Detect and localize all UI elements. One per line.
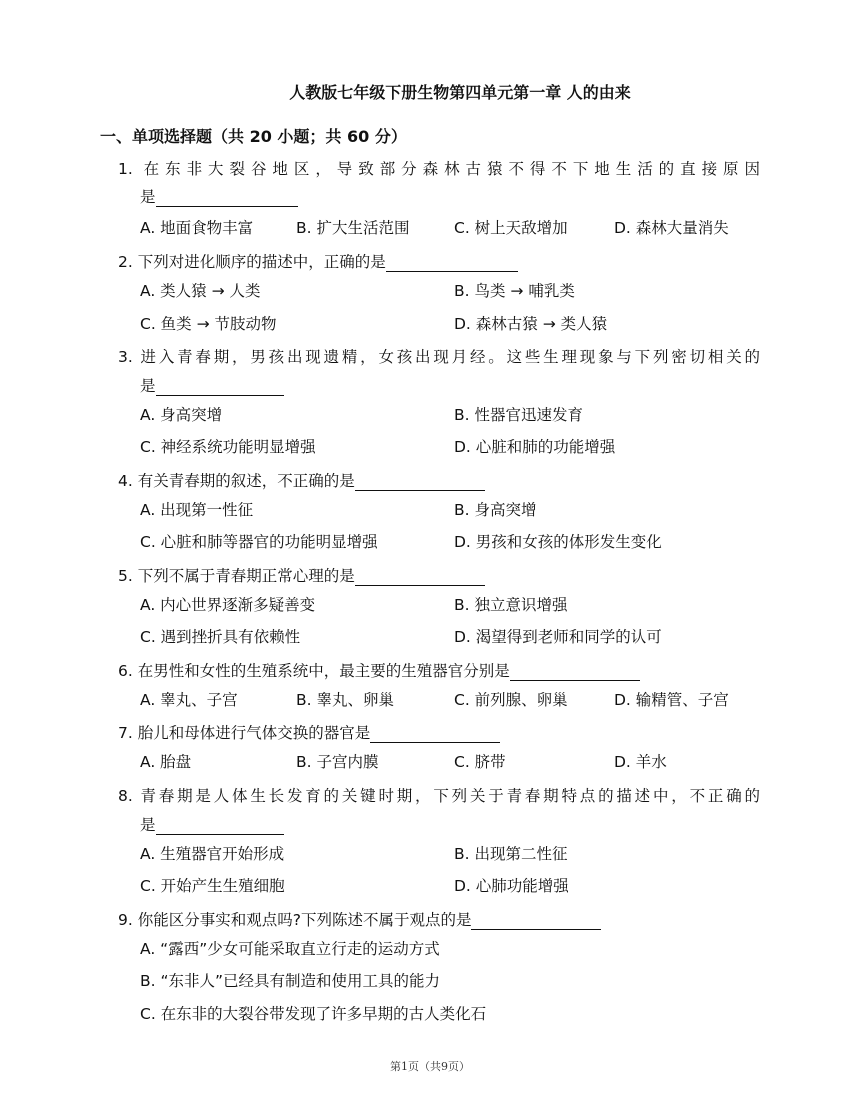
option-d: D. 男孩和女孩的体形发生变化	[454, 533, 662, 551]
option-d: D. 森林大量消失	[614, 219, 729, 237]
question-3-text: 3. 进入青春期，男孩出现遗精，女孩出现月经。这些生理现象与下列密切相关的	[118, 348, 760, 366]
question-1-continuation	[140, 185, 298, 207]
option-a: A. 内心世界逐渐多疑善变	[140, 596, 316, 614]
option-b: B. 扩大生活范围	[296, 219, 410, 237]
question-2-stem: 2. 下列对进化顺序的描述中，正确的是	[118, 253, 386, 271]
option-d: D. 输精管、子宫	[614, 691, 729, 709]
option-a: A. “露西”少女可能采取直立行走的运动方式	[140, 940, 440, 958]
question-5-stem: 5. 下列不属于青春期正常心理的是	[118, 567, 355, 585]
question-6-text	[118, 659, 640, 681]
option-c: C. 心脏和肺等器官的功能明显增强	[140, 533, 378, 551]
answer-blank	[355, 473, 485, 491]
document-title: 人教版七年级下册生物第四单元第一章 人的由来	[289, 83, 631, 102]
question-8-text: 8. 青春期是人体生长发育的关键时期，下列关于青春期特点的描述中，不正确的	[118, 787, 760, 805]
option-a: A. 身高突增	[140, 406, 223, 424]
page-footer: 第1页（共9页）	[390, 1060, 470, 1073]
answer-blank	[370, 725, 500, 743]
question-3-continuation	[140, 374, 284, 396]
option-c: C. 神经系统功能明显增强	[140, 438, 316, 456]
option-a: A. 类人猿 → 人类	[140, 282, 261, 300]
question-4-stem: 4. 有关青春期的叙述，不正确的是	[118, 472, 355, 490]
option-a: A. 地面食物丰富	[140, 219, 254, 237]
option-c: C. 遇到挫折具有依赖性	[140, 628, 301, 646]
option-a: A. 胎盘	[140, 753, 192, 771]
question-6-stem: 6. 在男性和女性的生殖系统中，最主要的生殖器官分别是	[118, 662, 510, 680]
option-d: D. 羊水	[614, 753, 667, 771]
option-c: C. 前列腺、卵巢	[454, 691, 568, 709]
answer-blank	[156, 817, 284, 835]
option-b: B. 独立意识增强	[454, 596, 568, 614]
section-heading: 一、单项选择题（共 20 小题；共 60 分）	[100, 127, 407, 146]
option-c: C. 开始产生生殖细胞	[140, 877, 285, 895]
option-c: C. 鱼类 → 节肢动物	[140, 315, 277, 333]
option-b: B. 鸟类 → 哺乳类	[454, 282, 575, 300]
option-d: D. 心肺功能增强	[454, 877, 569, 895]
option-d: D. 心脏和肺的功能增强	[454, 438, 616, 456]
question-8-text-end: 是	[140, 816, 156, 834]
option-b: B. 性器官迅速发育	[454, 406, 583, 424]
option-b: B. 睾丸、卵巢	[296, 691, 394, 709]
option-d: D. 森林古猿 → 类人猿	[454, 315, 608, 333]
question-9-text	[118, 908, 601, 930]
answer-blank	[156, 378, 284, 396]
option-b: B. 身高突增	[454, 501, 537, 519]
question-3-text-end: 是	[140, 377, 156, 395]
option-c: C. 脐带	[454, 753, 506, 771]
option-c: C. 在东非的大裂谷带发现了许多早期的古人类化石	[140, 1005, 487, 1023]
option-a: A. 出现第一性征	[140, 501, 254, 519]
option-c: C. 树上天敌增加	[454, 219, 568, 237]
question-7-text	[118, 721, 500, 743]
question-7-stem: 7. 胎儿和母体进行气体交换的器官是	[118, 724, 371, 742]
option-a: A. 睾丸、子宫	[140, 691, 238, 709]
option-b: B. “东非人”已经具有制造和使用工具的能力	[140, 972, 441, 990]
question-9-stem: 9. 你能区分事实和观点吗?下列陈述不属于观点的是	[118, 911, 472, 929]
option-a: A. 生殖器官开始形成	[140, 845, 285, 863]
question-2-text	[118, 250, 518, 272]
answer-blank	[156, 189, 298, 207]
option-b: B. 出现第二性征	[454, 845, 568, 863]
answer-blank	[471, 912, 601, 930]
answer-blank	[510, 663, 640, 681]
option-b: B. 子宫内膜	[296, 753, 379, 771]
question-1-text: 1. 在东非大裂谷地区，导致部分森林古猿不得不下地生活的直接原因	[118, 160, 760, 178]
answer-blank	[355, 568, 485, 586]
question-1-text-end: 是	[140, 188, 156, 206]
answer-blank	[386, 254, 518, 272]
question-5-text	[118, 564, 485, 586]
question-8-continuation	[140, 813, 284, 835]
question-4-text	[118, 469, 485, 491]
option-d: D. 渴望得到老师和同学的认可	[454, 628, 662, 646]
